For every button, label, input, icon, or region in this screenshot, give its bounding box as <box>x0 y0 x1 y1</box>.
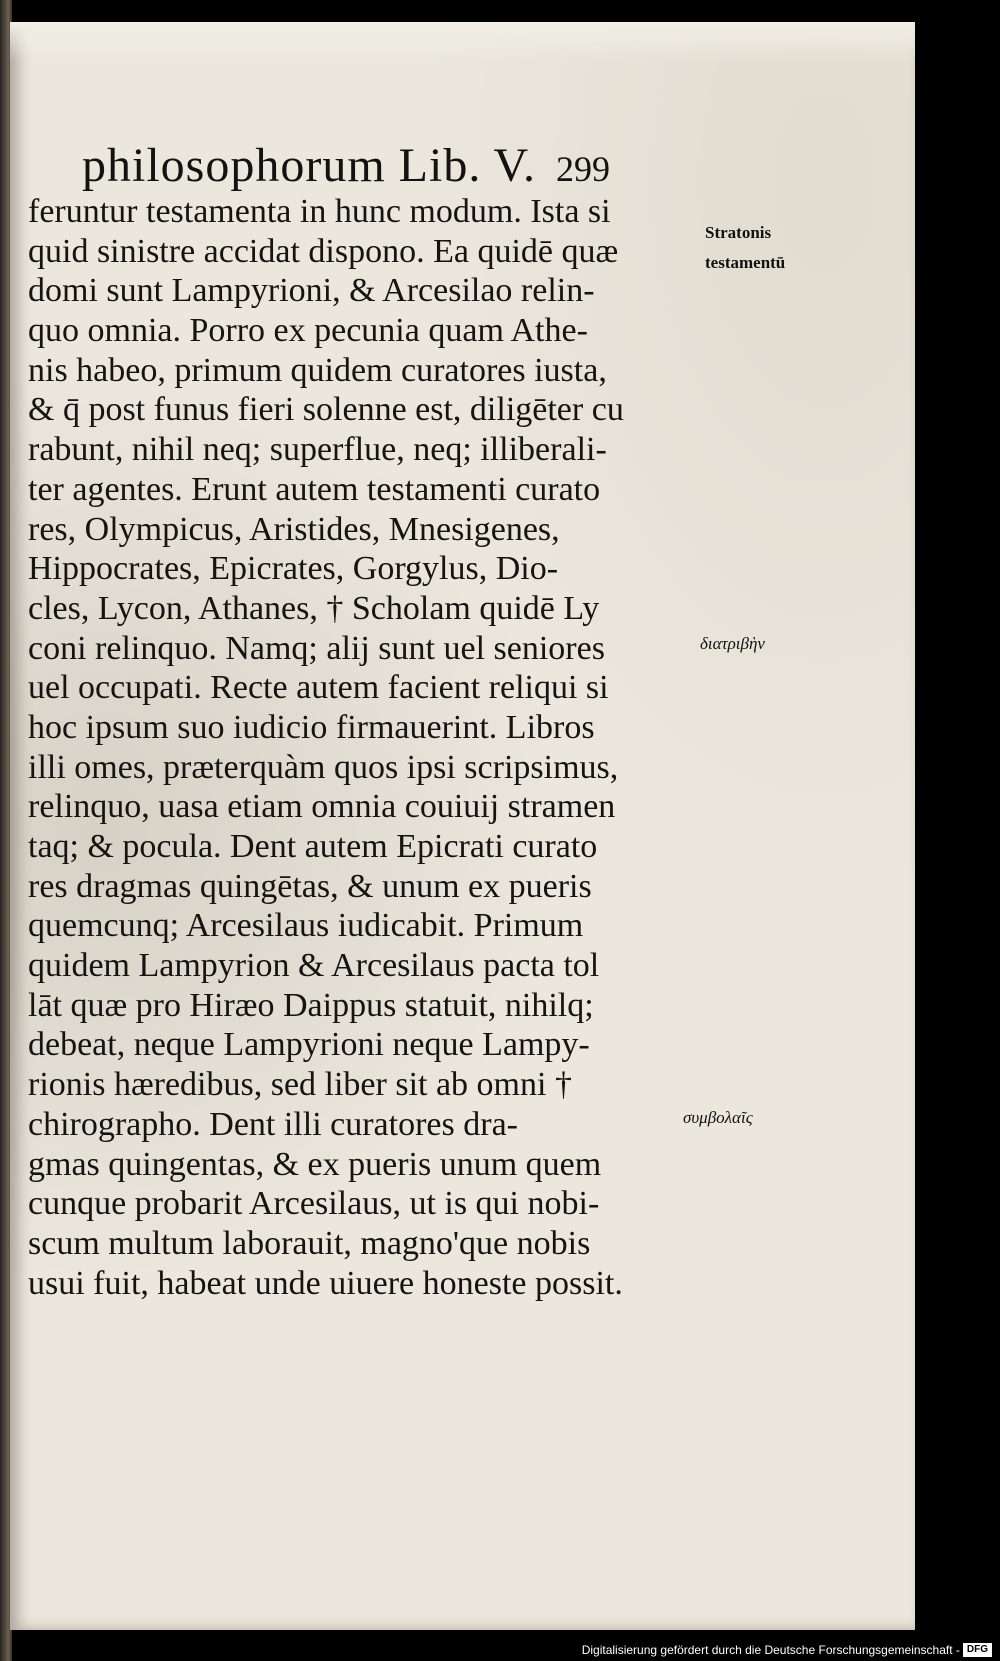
text-line: quemcunq; Arcesilaus iudicabit. Primum <box>28 907 584 945</box>
text-line: taq; & pocula. Dent autem Epicrati curato <box>28 828 598 865</box>
running-title: philosophorum Lib. V. <box>82 139 536 192</box>
text-line: chirographo. Dent illi curatores dra- <box>28 1105 518 1143</box>
text-line: domi sunt Lampyrioni, & Arcesilao relin- <box>28 272 595 310</box>
text-line: lāt quæ pro Hiræo Daippus statuit, nihilq; <box>28 986 594 1024</box>
text-line: rionis hæredibus, sed liber sit ab omni † <box>28 1066 572 1104</box>
margin-note-stratonis: Stratonis <box>705 223 772 242</box>
margin-note-testamentum: testamentū <box>705 253 786 272</box>
text-line: Hippocrates, Epicrates, Gorgylus, Dio- <box>28 550 559 588</box>
page-top-highlight <box>10 22 915 62</box>
text-line: uel occupati. Recte autem facient reliqui si <box>28 669 609 707</box>
text-line: relinquo, uasa etiam omnia couiuij stramen <box>28 788 616 826</box>
text-line: hoc ipsum suo iudicio firmauerint. Libros <box>28 708 595 746</box>
dfg-logo: DFG <box>963 1643 992 1657</box>
text-line: illi omes, præterquàm quos ipsi scripsimus, <box>28 748 619 786</box>
text-line: quidem Lampyrion & Arcesilaus pacta tol <box>28 947 600 985</box>
margin-note-symbolais: συμβολαῖς <box>683 1108 753 1127</box>
text-line: nis habeo, primum quidem curatores iusta, <box>28 351 607 389</box>
margin-note-diatriben: διατριβὴν <box>700 634 765 653</box>
text-line: scum multum laborauit, magno'que nobis <box>28 1224 591 1262</box>
body-text <box>28 192 718 1303</box>
text-line: gmas quingentas, & ex pueris unum quem <box>28 1145 602 1183</box>
text-line: usui fuit, habeat unde uiuere honeste possit. <box>28 1264 623 1302</box>
text-line: res dragmas quingētas, & unum ex pueris <box>28 867 592 905</box>
text-line: rabunt, nihil neq; superflue, neq; illiberali- <box>28 431 607 469</box>
text-line: ter agentes. Erunt autem testamenti curato <box>28 470 601 508</box>
text-line: debeat, neque Lampyrioni neque Lampy- <box>28 1026 590 1064</box>
text-line: coni relinquo. Namq; alij sunt uel seniores <box>28 629 605 667</box>
text-line: & q̄ post funus fieri solenne est, diligēter cu <box>28 391 624 429</box>
text-line: quid sinistre accidat dispono. Ea quidē quæ <box>28 232 619 270</box>
text-line: cles, Lycon, Athanes, † Scholam quidē Ly <box>28 589 600 627</box>
page-number: 299 <box>555 149 610 189</box>
digitization-credit <box>582 1643 992 1657</box>
text-line: quo omnia. Porro ex pecunia quam Athe- <box>28 312 588 350</box>
text-line: res, Olympicus, Aristides, Mnesigenes, <box>28 510 560 548</box>
credit-text: Digitalisierung gefördert durch die Deutsche Forschungsgemeinschaft - <box>581 1643 960 1657</box>
text-line: feruntur testamenta in hunc modum. Ista si <box>28 193 611 230</box>
text-line: cunque probarit Arcesilaus, ut is qui nobi- <box>28 1185 600 1223</box>
